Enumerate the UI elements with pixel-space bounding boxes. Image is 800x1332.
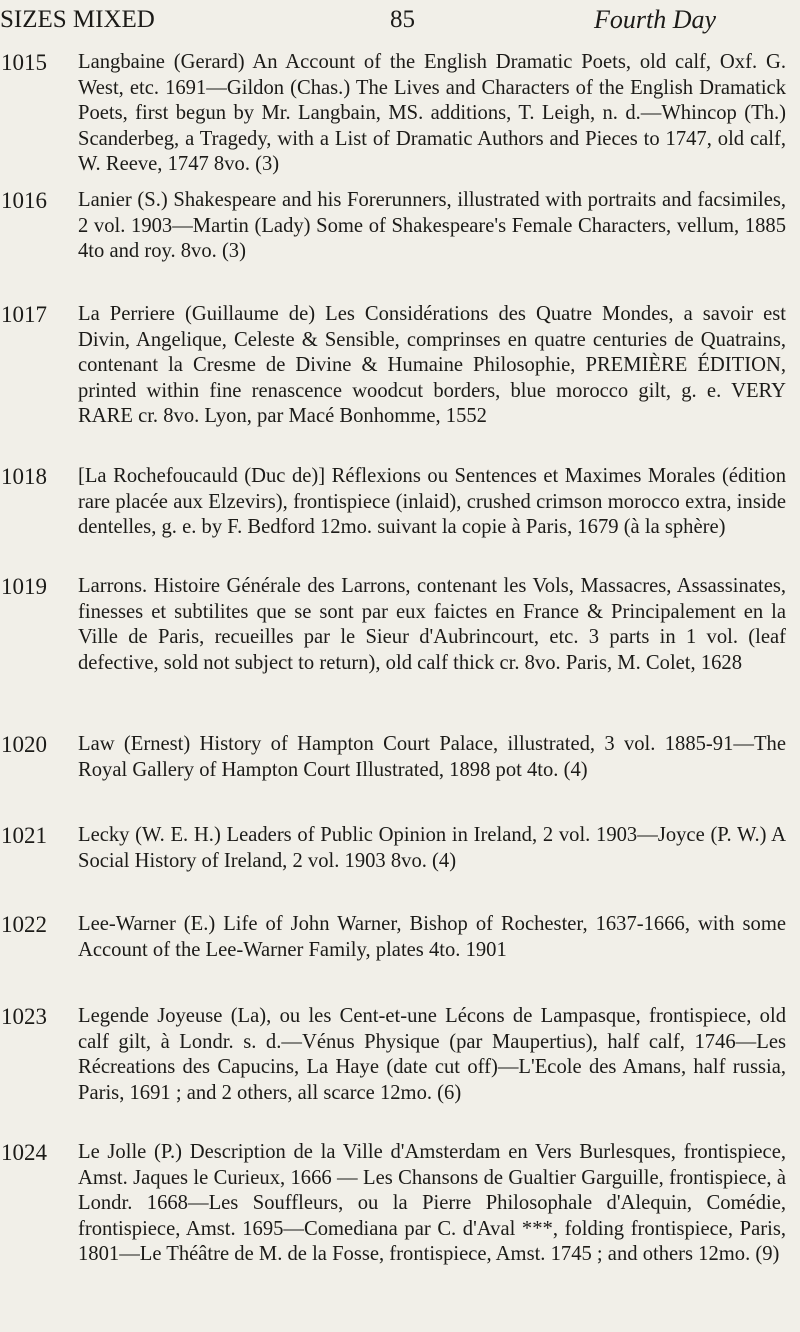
page-header [0, 0, 800, 40]
lot-number: 1015 [1, 50, 47, 75]
lot-number: 1019 [1, 574, 47, 599]
page-number: 85 [390, 6, 415, 33]
lot-description: Legende Joyeuse (La), ou les Cent-et-une Lécons de Lampasque, frontispiece, old calf gilt, à Londr. s. d.—Vénus Physique (par Maupertius), half calf, 1746—Les Récreations des Capucins, La Haye (date cut off)—L'Ecole des Amans, half russia, Paris, 1691 ; and 2 others, all scarce 12mo. (6) [78, 1005, 786, 1104]
lot-description: Lecky (W. E. H.) Leaders of Public Opinion in Ireland, 2 vol. 1903—Joyce (P. W.) A Social History of Ireland, 2 vol. 1903 8vo. (4) [78, 824, 786, 872]
lot-number: 1021 [1, 823, 47, 848]
lot-number: 1018 [1, 464, 47, 489]
header-section: SIZES MIXED [0, 6, 155, 33]
header-day: Fourth Day [594, 5, 717, 34]
lot-number: 1017 [1, 302, 47, 327]
lot-description: La Perriere (Guillaume de) Les Considérations des Quatre Mondes, a savoir est Divin, Angelique, Celeste & Sensible, comprinses en quatre centuries de Quatrains, contenant la Cresme de Divine & Humaine Philosophie, PREMIÈRE ÉDITION, printed within fine renascence woodcut borders, blue morocco gilt, g. e. VERY RARE cr. 8vo. Lyon, par Macé Bonhomme, 1552 [78, 303, 786, 428]
lot-description: [La Rochefoucauld (Duc de)] Réflexions ou Sentences et Maximes Morales (édition rare placée aux Elzevirs), frontispiece (inlaid), crushed crimson morocco extra, inside dentelles, g. e. by F. Bedford 12mo. suivant la copie à Paris, 1679 (à la sphère) [78, 465, 786, 539]
lot-number: 1023 [1, 1004, 47, 1029]
lot-description: Law (Ernest) History of Hampton Court Palace, illustrated, 3 vol. 1885-91—The Royal Gallery of Hampton Court Illustrated, 1898 pot 4to. (4) [78, 733, 786, 781]
lot-number: 1020 [1, 732, 47, 757]
lot-description: Le Jolle (P.) Description de la Ville d'Amsterdam en Vers Burlesques, frontispiece, Amst. Jaques le Curieux, 1666 — Les Chansons de Gualtier Garguille, frontispiece, à Londr. 1668—Les Souffleurs, ou la Pierre Philosophale d'Alequin, Comédie, frontispiece, Amst. 1695—Comediana par C. d'Aval ***, folding frontispiece, Paris, 1801—Le Théâtre de M. de la Fosse, frontispiece, Amst. 1745 ; and others 12mo. (9) [78, 1141, 786, 1266]
lot-number: 1022 [1, 912, 47, 937]
lot-description: Lee-Warner (E.) Life of John Warner, Bishop of Rochester, 1637-1666, with some Account of the Lee-Warner Family, plates 4to. 1901 [78, 913, 786, 961]
lot-number: 1016 [1, 188, 47, 213]
lot-number: 1024 [1, 1140, 47, 1165]
lot-description: Larrons. Histoire Générale des Larrons, contenant les Vols, Massacres, Assassinates, finesses et subtilites que se sont par eux faictes en France & Principalement en la Ville de Paris, recueilles par le Sieur d'Aubrincourt, etc. 3 parts in 1 vol. (leaf defective, sold not subject to return), old calf thick cr. 8vo. Paris, M. Colet, 1628 [78, 575, 786, 674]
lot-description: Lanier (S.) Shakespeare and his Forerunners, illustrated with portraits and facsimiles, 2 vol. 1903—Martin (Lady) Some of Shakespeare's Female Characters, vellum, 1885 4to and roy. 8vo. (3) [78, 189, 786, 263]
lot-description: Langbaine (Gerard) An Account of the English Dramatic Poets, old calf, Oxf. G. West, etc. 1691—Gildon (Chas.) The Lives and Characters of the English Dramatick Poets, first begun by Mr. Langbain, MS. additions, T. Leigh, n. d.—Whincop (Th.) Scanderbeg, a Tragedy, with a List of Dramatic Authors and Pieces to 1747, old calf, W. Reeve, 1747 8vo. (3) [78, 51, 786, 176]
